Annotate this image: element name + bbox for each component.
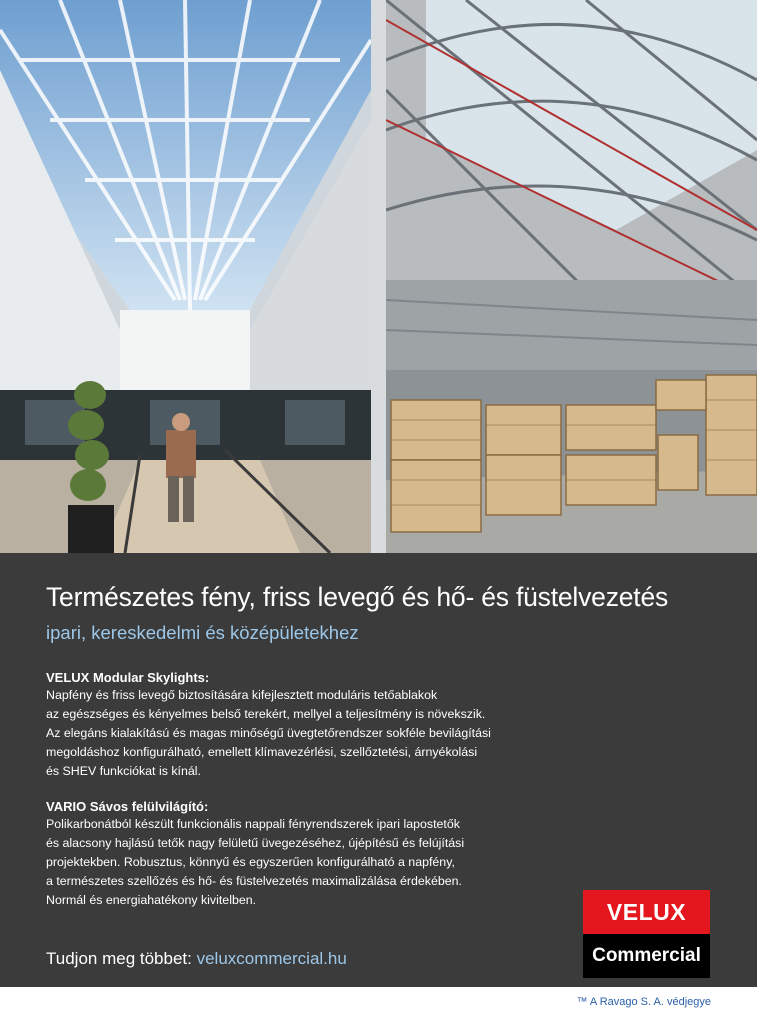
modular-skylights-title: VELUX Modular Skylights:	[46, 670, 210, 685]
text-line: Az elegáns kialakítású és magas minőségű üvegtetőrendszer sokféle bevilágítási	[46, 726, 491, 740]
warehouse-skylight-photo	[386, 0, 757, 553]
headline: Természetes fény, friss levegő és hő- és füstelvezetés	[46, 582, 669, 612]
text-line: Napfény és friss levegő biztosítására kifejlesztett moduláris tetőablakok	[46, 688, 438, 702]
trademark-note: ™ A Ravago S. A. védjegye	[576, 996, 711, 1008]
velux-commercial-logo	[583, 890, 710, 978]
text-line: az egészséges és kényelmes belső terekért, mellyel a teljesítmény is növekszik.	[46, 707, 486, 721]
atrium-illustration	[0, 0, 371, 553]
cta-label: Tudjon meg többet:	[46, 949, 192, 968]
modular-skylights-text	[46, 686, 491, 781]
text-line: és SHEV funkciókat is kínál.	[46, 764, 201, 778]
vario-title: VARIO Sávos felülvilágító:	[46, 799, 209, 814]
text-line: a természetes szellőzés és hő- és füstelvezetés maximalizálása érdekében.	[46, 874, 462, 888]
logo-brand-block	[583, 890, 710, 934]
text-line: megoldáshoz konfigurálható, emellett klímavezérlési, szellőztetési, árnyékolási	[46, 745, 478, 759]
call-to-action	[46, 949, 347, 969]
vario-text	[46, 815, 464, 910]
text-line: Polikarbonátból készült funkcionális nappali fényrendszerek ipari lapostetők	[46, 817, 460, 831]
warehouse-illustration	[386, 0, 757, 553]
logo-sub-block	[583, 934, 710, 978]
atrium-skylight-photo	[0, 0, 371, 553]
text-line: Normál és energiahatékony kivitelben.	[46, 893, 257, 907]
photo-divider	[371, 0, 386, 553]
logo-brand-text: VELUX	[606, 898, 687, 925]
subheadline: ipari, kereskedelmi és középületekhez	[46, 622, 359, 643]
text-line: és alacsony hajlású tetők nagy felületű üvegezéséhez, újépítésű és felújítási	[46, 836, 465, 850]
website-link[interactable]: veluxcommercial.hu	[196, 949, 347, 968]
logo-sub-text: Commercial	[592, 945, 701, 966]
text-line: projektekben. Robusztus, könnyű és egyszerűen konfigurálható a napfény,	[46, 855, 455, 869]
